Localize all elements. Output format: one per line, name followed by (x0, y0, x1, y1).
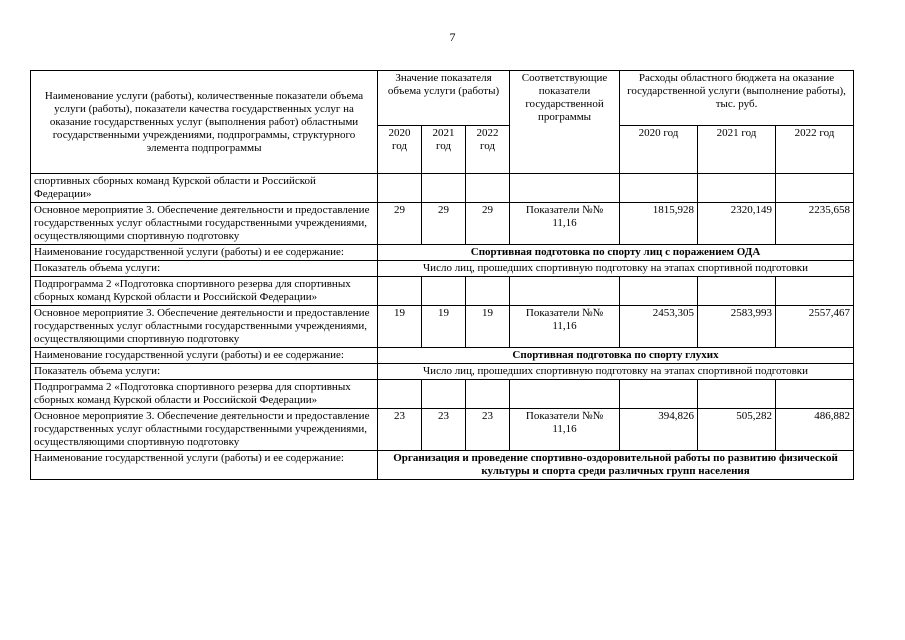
header-exp-year-2022: 2022 год (776, 126, 854, 174)
volume-indicator: Число лиц, прошедших спортивную подготовку на этапах спортивной подготовки (378, 364, 854, 380)
header-year-2021: 2021 год (422, 126, 466, 174)
table-row (31, 306, 854, 348)
value-2022: 23 (466, 409, 510, 451)
row-name: Основное мероприятие 3. Обеспечение деятельности и предоставление государственных услуг областными государственными учреждениями, осуществляющими спортивную подготовку (31, 306, 378, 348)
table-row (31, 277, 854, 306)
table-row (31, 245, 854, 261)
expense-2021: 2320,149 (698, 203, 776, 245)
volume-indicator: Число лиц, прошедших спортивную подготовку на этапах спортивной подготовки (378, 261, 854, 277)
expense-2022: 2557,467 (776, 306, 854, 348)
program-indicators: Показатели №№ 11,16 (510, 203, 620, 245)
value-2021: 23 (422, 409, 466, 451)
table-row (31, 203, 854, 245)
row-name: Подпрограмма 2 «Подготовка спортивного резерва для спортивных сборных команд Курской области и Российской Федерации» (31, 380, 378, 409)
program-indicators: Показатели №№ 11,16 (510, 409, 620, 451)
value-2020: 29 (378, 203, 422, 245)
table-row (31, 380, 854, 409)
table-row (31, 261, 854, 277)
header-indicator-value: Значение показателя объема услуги (работы) (378, 71, 510, 126)
row-name: спортивных сборных команд Курской области и Российской Федерации» (31, 174, 378, 203)
service-name: Спортивная подготовка по спорту глухих (378, 348, 854, 364)
service-name: Спортивная подготовка по спорту лиц с поражением ОДА (378, 245, 854, 261)
expense-2020: 2453,305 (620, 306, 698, 348)
header-name-col: Наименование услуги (работы), количественные показатели объема услуги (работы), показатели качества государственных услуг на оказание государственных услуг (выполнения работ) областными государственными учреждениями, подпрограммы, структурного элемента подпрограммы (31, 71, 378, 174)
value-2022: 19 (466, 306, 510, 348)
row-name: Наименование государственной услуги (работы) и ее содержание: (31, 348, 378, 364)
value-2021: 29 (422, 203, 466, 245)
table-row (31, 364, 854, 380)
row-name: Наименование государственной услуги (работы) и ее содержание: (31, 451, 378, 480)
header-expenses: Расходы областного бюджета на оказание государственной услуги (выполнение работы), тыс. руб. (620, 71, 854, 126)
header-row (31, 71, 854, 126)
row-name: Наименование государственной услуги (работы) и ее содержание: (31, 245, 378, 261)
row-name: Подпрограмма 2 «Подготовка спортивного резерва для спортивных сборных команд Курской области и Российской Федерации» (31, 277, 378, 306)
header-year-2022: 2022 год (466, 126, 510, 174)
value-2022: 29 (466, 203, 510, 245)
expense-2021: 505,282 (698, 409, 776, 451)
expense-2022: 2235,658 (776, 203, 854, 245)
program-indicators: Показатели №№ 11,16 (510, 306, 620, 348)
header-exp-year-2020: 2020 год (620, 126, 698, 174)
row-name: Показатель объема услуги: (31, 364, 378, 380)
header-program-indicators: Соответствующие показатели государственной программы (510, 71, 620, 174)
table-row (31, 409, 854, 451)
service-name: Организация и проведение спортивно-оздоровительной работы по развитию физической культуры и спорта среди различных групп населения (378, 451, 854, 480)
row-name: Основное мероприятие 3. Обеспечение деятельности и предоставление государственных услуг областными государственными учреждениями, осуществляющими спортивную подготовку (31, 409, 378, 451)
value-2020: 23 (378, 409, 422, 451)
expense-2021: 2583,993 (698, 306, 776, 348)
expense-2020: 1815,928 (620, 203, 698, 245)
table-row (31, 174, 854, 203)
header-exp-year-2021: 2021 год (698, 126, 776, 174)
table-row (31, 348, 854, 364)
table-row (31, 451, 854, 480)
header-year-2020: 2020 год (378, 126, 422, 174)
page-number: 7 (449, 30, 456, 44)
expense-2020: 394,826 (620, 409, 698, 451)
services-table (30, 70, 854, 480)
row-name: Показатель объема услуги: (31, 261, 378, 277)
expense-2022: 486,882 (776, 409, 854, 451)
value-2020: 19 (378, 306, 422, 348)
value-2021: 19 (422, 306, 466, 348)
row-name: Основное мероприятие 3. Обеспечение деятельности и предоставление государственных услуг областными государственными учреждениями, осуществляющими спортивную подготовку (31, 203, 378, 245)
